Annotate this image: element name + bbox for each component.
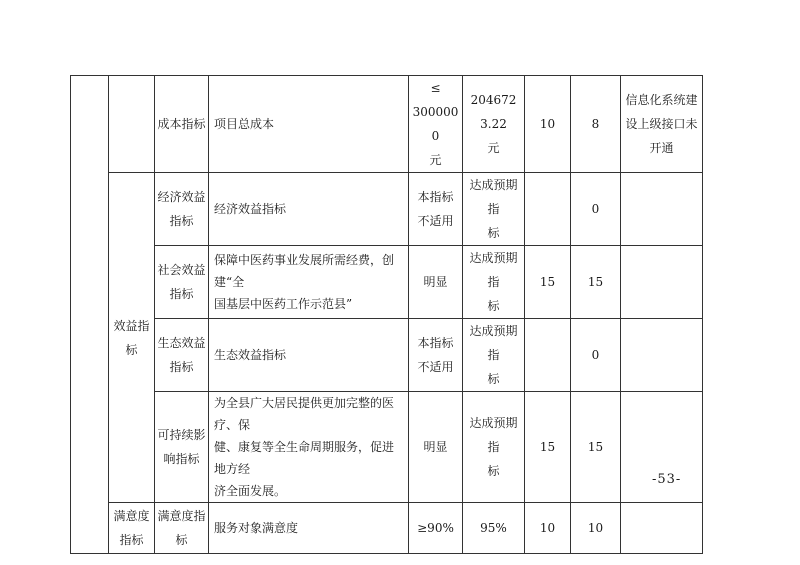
text-line: 达成预期指 [469, 416, 518, 454]
target-value-cell [409, 173, 463, 246]
score-cell: 15 [571, 246, 621, 319]
weight-cell [525, 319, 571, 392]
actual-value-cell: 95% [463, 503, 525, 554]
text-line: 标 [487, 372, 500, 386]
text-line: 生态效益 [157, 336, 206, 350]
score-cell: 0 [571, 173, 621, 246]
table-row-social [71, 246, 703, 319]
level1-indicator-cell [71, 76, 109, 554]
text-line: 为全县广大居民提供更加完整的医疗、保 [214, 396, 395, 432]
table-row-economic [71, 173, 703, 246]
target-value-cell [409, 76, 463, 173]
text-line: 本指标 [417, 336, 454, 350]
text-line: 指标 [119, 533, 144, 547]
text-line: 国基层中医药工作示范县” [214, 297, 353, 311]
text-line: 指标 [169, 360, 194, 374]
weight-cell [525, 173, 571, 246]
text-line: 指标 [169, 214, 194, 228]
text-line: 信息化系统建 [625, 93, 698, 107]
note-cell [621, 76, 703, 173]
level3-cost-cell: 成本指标 [155, 76, 209, 173]
target-value-cell [409, 392, 463, 503]
text-line: 达成预期指 [469, 251, 518, 289]
text-line: ≤ [430, 81, 441, 95]
text-line: 开通 [649, 141, 674, 155]
score-cell: 0 [571, 319, 621, 392]
table-row-ecological [71, 319, 703, 392]
text-line: 标 [175, 533, 188, 547]
text-line: 标 [125, 342, 138, 357]
text-line: 满意度指 [157, 509, 206, 523]
target-value-cell: ≥90% [409, 503, 463, 554]
table-row-satisfaction [71, 503, 703, 554]
text-line: 不适用 [417, 214, 454, 228]
level2-benefit-cell [109, 173, 155, 503]
indicator-economic: 经济效益指标 [209, 173, 409, 246]
text-line: 元 [487, 141, 500, 155]
level3-sustainable-cell [155, 392, 209, 503]
text-line: 明显 [423, 275, 448, 289]
note-cell [621, 503, 703, 554]
target-value-cell [409, 319, 463, 392]
actual-value-cell [463, 76, 525, 173]
text-line: 本指标 [417, 190, 454, 204]
text-line: 设上级接口未 [625, 117, 698, 131]
target-value-cell [409, 246, 463, 319]
text-line: 不适用 [417, 360, 454, 374]
text-line: 达成预期指 [469, 178, 518, 216]
text-line: 标 [487, 464, 500, 478]
level3-social-cell [155, 246, 209, 319]
performance-indicator-table [70, 75, 703, 554]
level3-satisfaction-cell [155, 503, 209, 554]
text-line: 3000000 [412, 105, 459, 143]
actual-value-cell [463, 319, 525, 392]
text-line: 响指标 [163, 452, 200, 466]
note-cell [621, 246, 703, 319]
score-cell: 8 [571, 76, 621, 173]
actual-value-cell [463, 173, 525, 246]
actual-value-cell [463, 246, 525, 319]
table-row-sustainable [71, 392, 703, 503]
indicator-social [209, 246, 409, 319]
text-line: 2046723.22 [470, 93, 517, 131]
level2-satisfaction-cell [109, 503, 155, 554]
text-line: 指标 [169, 287, 194, 301]
text-line: 可持续影 [157, 428, 206, 442]
text-line: 济全面发展。 [214, 484, 287, 498]
table-row-cost [71, 76, 703, 173]
weight-cell: 15 [525, 246, 571, 319]
text-line: 明显 [423, 440, 448, 454]
text-line: 效益指 [113, 318, 150, 333]
level3-economic-cell [155, 173, 209, 246]
weight-cell: 10 [525, 76, 571, 173]
page-number: -53- [652, 472, 682, 487]
text-line: 标 [487, 226, 500, 240]
text-line: 经济效益 [157, 190, 206, 204]
text-line: 标 [487, 299, 500, 313]
text-line: 达成预期指 [469, 324, 518, 362]
note-cell [621, 173, 703, 246]
note-cell [621, 319, 703, 392]
text-line: 保障中医药事业发展所需经费，创建“全 [214, 253, 395, 289]
weight-cell: 15 [525, 392, 571, 503]
level3-ecological-cell [155, 319, 209, 392]
text-line: 满意度 [113, 509, 150, 523]
weight-cell: 10 [525, 503, 571, 554]
score-cell: 15 [571, 392, 621, 503]
text-line: 社会效益 [157, 263, 206, 277]
level2-cost-cell [109, 76, 155, 173]
score-cell: 10 [571, 503, 621, 554]
text-line: 健、康复等全生命周期服务，促进地方经 [214, 440, 395, 476]
indicator-satisfaction: 服务对象满意度 [209, 503, 409, 554]
indicator-ecological: 生态效益指标 [209, 319, 409, 392]
indicator-sustainable [209, 392, 409, 503]
text-line: 元 [429, 153, 442, 167]
actual-value-cell [463, 392, 525, 503]
indicator-total-cost: 项目总成本 [209, 76, 409, 173]
